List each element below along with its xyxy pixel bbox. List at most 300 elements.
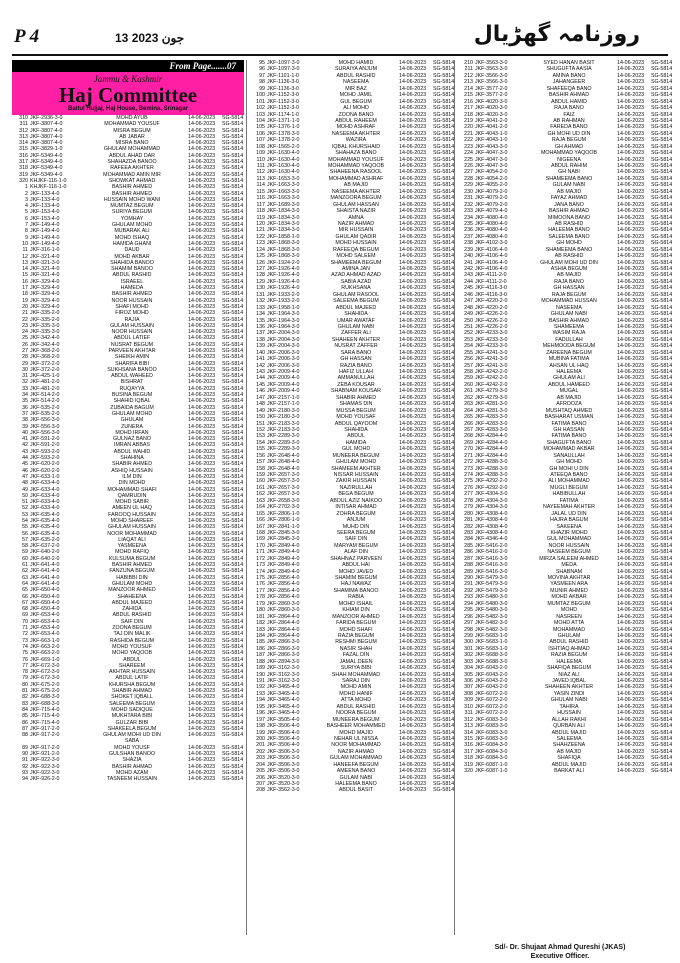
row-flight: SG-5814 <box>651 272 673 279</box>
row-departure-date: 14-06-2023 <box>188 222 216 229</box>
row-serial: 294 <box>464 600 473 607</box>
row-departure-date: 14-06-2023 <box>617 452 645 459</box>
row-flight: SG-5814 <box>433 291 455 298</box>
row-serial: 71 <box>22 625 28 632</box>
row-serial: 225 <box>464 156 473 163</box>
row-cover-number: JKF-3505-4-0 <box>267 716 300 723</box>
row-flight: SG-5814 <box>433 92 455 99</box>
row-serial: 310 <box>19 115 28 121</box>
row-departure-date: 14-06-2023 <box>188 574 216 581</box>
row-flight: SG-5814 <box>433 768 455 775</box>
row-pilgrim-name: GHULAM MOHD <box>335 459 377 466</box>
row-pilgrim-name: SHAGUFTA BANO <box>546 439 592 446</box>
row-departure-date: 14-06-2023 <box>188 404 216 411</box>
row-cover-number: JKF-2860-3-0 <box>267 607 300 614</box>
row-serial: 104 <box>256 117 265 124</box>
row-departure-date: 14-06-2023 <box>617 85 645 92</box>
row-flight: SG-5814 <box>433 182 455 189</box>
row-departure-date: 14-06-2023 <box>399 768 427 775</box>
row-departure-date: 14-06-2023 <box>188 133 216 140</box>
row-pilgrim-name: GHULAM <box>120 417 144 424</box>
row-flight: SG-5814 <box>651 201 673 208</box>
row-departure-date: 14-06-2023 <box>399 105 427 112</box>
row-flight: SG-5814 <box>433 575 455 581</box>
row-cover-number: JKF-5482-3-0 <box>475 620 508 627</box>
row-flight: SG-5814 <box>222 272 244 279</box>
row-flight: SG-5814 <box>651 439 673 446</box>
row-cover-number: JKF-4292-2-0 <box>475 484 508 491</box>
row-departure-date: 14-06-2023 <box>617 330 645 337</box>
row-flight: SG-5814 <box>222 373 244 380</box>
row-serial: 186 <box>256 645 265 652</box>
row-pilgrim-name: NOOR HUSSAIN <box>111 329 153 336</box>
row-flight: SG-5814 <box>651 92 673 99</box>
row-cover-number: JKF-675-2-0 <box>30 681 60 688</box>
row-pilgrim-name: RAJA BEGUM <box>551 291 587 298</box>
row-flight: SG-5814 <box>433 227 455 234</box>
row-flight: SG-5814 <box>651 323 673 330</box>
row-serial: 274 <box>464 472 473 478</box>
row-cover-number: JKF-1174-1-0 <box>267 111 299 118</box>
row-departure-date: 14-06-2023 <box>617 317 645 324</box>
row-cover-number: JKF-591-2-0 <box>30 436 60 443</box>
row-serial: 155 <box>256 446 265 453</box>
row-departure-date: 14-06-2023 <box>617 240 645 247</box>
row-pilgrim-name: NOOR MOHAMMAD <box>331 742 381 749</box>
row-serial: 21 <box>22 310 28 317</box>
row-pilgrim-name: SHAHIDA <box>344 311 368 318</box>
row-cover-number: JKF-1371-1-0 <box>267 117 300 124</box>
row-pilgrim-name: HAMIDA <box>345 439 367 446</box>
row-pilgrim-name: ZAFFER ALI <box>341 330 371 337</box>
row-flight: SG-5814 <box>222 448 244 455</box>
row-serial: 154 <box>256 439 265 446</box>
row-flight: SG-5814 <box>651 658 673 665</box>
row-serial: 319 <box>464 761 473 768</box>
row-flight: SG-5814 <box>222 347 244 354</box>
row-departure-date: 14-06-2023 <box>399 92 427 99</box>
row-pilgrim-name: ZOONA BEGUM <box>112 625 152 632</box>
row-pilgrim-name: ISHTIAQ AHMAD <box>548 645 590 652</box>
row-serial: 192 <box>256 684 265 691</box>
row-cover-number: JKF-2289-3-0 <box>267 446 300 453</box>
row-cover-number: JKF-2648-4-0 <box>267 459 300 466</box>
row-pilgrim-name: SHAHAZDA BANOO <box>107 159 157 166</box>
row-flight: SG-5814 <box>651 105 673 112</box>
row-departure-date: 14-06-2023 <box>617 517 645 524</box>
row-serial: 117 <box>256 201 265 208</box>
row-pilgrim-name: MOHD YOUSUF <box>112 643 152 650</box>
row-departure-date: 14-06-2023 <box>399 163 427 169</box>
row-pilgrim-name: SHAISTA NAZIR <box>336 208 376 215</box>
row-flight: SG-5814 <box>433 272 455 279</box>
row-departure-date: 14-06-2023 <box>399 723 427 730</box>
row-serial: 135 <box>256 317 265 324</box>
row-departure-date: 14-06-2023 <box>617 729 645 736</box>
row-pilgrim-name: AB RASHID <box>554 253 584 260</box>
row-serial: 224 <box>464 150 473 157</box>
row-cover-number: JKF-514-2-0 <box>30 398 60 405</box>
row-departure-date: 14-06-2023 <box>188 266 216 273</box>
row-departure-date: 14-06-2023 <box>399 362 427 369</box>
row-pilgrim-name: SANAULLAH <box>553 452 585 459</box>
row-departure-date: 14-06-2023 <box>188 297 216 304</box>
row-pilgrim-name: MOHD SABIR <box>115 499 149 506</box>
row-flight: SG-5814 <box>651 446 673 453</box>
row-flight: SG-5814 <box>651 117 673 124</box>
row-departure-date: 14-06-2023 <box>188 215 216 222</box>
row-departure-date: 14-06-2023 <box>188 637 216 644</box>
row-serial: 59 <box>22 549 28 556</box>
row-departure-date: 14-06-2023 <box>399 735 427 742</box>
row-flight: SG-5814 <box>222 543 244 550</box>
row-flight: SG-5814 <box>433 465 455 472</box>
row-pilgrim-name: ASHIA BEGUM <box>550 266 588 272</box>
row-serial: 281 <box>464 517 473 524</box>
row-pilgrim-name: SHAHEEN AKHTER <box>544 684 594 691</box>
row-serial: 235 <box>464 220 473 227</box>
row-cover-number: JKF-3465-4-0 <box>267 697 300 704</box>
row-departure-date: 14-06-2023 <box>617 362 645 369</box>
row-pilgrim-name: AB JABAR <box>119 133 145 140</box>
row-serial: 255 <box>464 349 473 356</box>
row-cover-number: JKF-2648-4-0 <box>267 465 300 472</box>
row-departure-date: 14-06-2023 <box>188 549 216 556</box>
row-cover-number: JKF-4281-3-0 <box>475 407 508 414</box>
row-serial: 242 <box>464 266 473 272</box>
row-cover-number: JKF-4020-3-0 <box>475 105 508 112</box>
row-cover-number: JKF-4304-3-0 <box>475 497 508 504</box>
row-flight: SG-5814 <box>433 504 455 511</box>
row-cover-number: JKF-4279-3-0 <box>475 388 508 395</box>
row-departure-date: 14-06-2023 <box>399 188 427 195</box>
row-flight: SG-5814 <box>651 710 673 717</box>
row-serial: 205 <box>256 768 265 775</box>
row-serial: 238 <box>464 240 473 247</box>
row-departure-date: 14-06-2023 <box>399 787 427 794</box>
row-cover-number: JKF-4283-3-0 <box>475 426 508 433</box>
row-serial: 240 <box>464 253 473 260</box>
row-serial: 48 <box>22 480 28 487</box>
row-pilgrim-name: MUNEERA BEGUM <box>332 716 380 723</box>
row-departure-date: 14-06-2023 <box>188 121 216 128</box>
row-cover-number: JKF-2806-1-0 <box>267 517 300 524</box>
row-serial: 53 <box>22 511 28 518</box>
row-pilgrim-name: FADULLAH <box>555 336 583 343</box>
row-serial: 15 <box>22 272 28 279</box>
row-serial: 156 <box>256 452 265 459</box>
row-pilgrim-name: JAVED IQBAL <box>552 678 586 684</box>
row-pilgrim-name: DAUD <box>124 247 140 254</box>
row-departure-date: 14-06-2023 <box>617 394 645 401</box>
row-flight: SG-5814 <box>222 555 244 562</box>
row-cover-number: JKF-4284-4-0 <box>475 439 508 446</box>
row-cover-number: JKF-650-4-0 <box>30 599 60 606</box>
row-serial: 50 <box>22 492 28 499</box>
row-flight: SG-5814 <box>651 716 673 723</box>
row-flight: SG-5814 <box>651 497 673 504</box>
row-flight: SG-5814 <box>651 671 673 678</box>
row-serial: 315 <box>464 735 473 742</box>
row-serial: 105 <box>256 124 265 131</box>
row-departure-date: 14-06-2023 <box>399 336 427 343</box>
row-departure-date: 14-06-2023 <box>188 656 216 663</box>
row-cover-number: JKF-153-4-0 <box>30 215 60 222</box>
row-cover-number: JKF-4054-2-0 <box>475 169 508 176</box>
row-flight: SG-5814 <box>433 600 455 607</box>
row-pilgrim-name: ABDUL RAHIM <box>550 163 587 169</box>
row-pilgrim-name: MOHAMMAD ASHRAF <box>328 175 384 182</box>
row-serial: 14 <box>22 266 28 273</box>
row-flight: SG-5814 <box>651 401 673 408</box>
row-serial: 313 <box>19 133 28 140</box>
row-flight: SG-5814 <box>222 757 244 764</box>
row-flight: SG-5814 <box>433 671 455 678</box>
row-departure-date: 14-06-2023 <box>617 349 645 356</box>
row-departure-date: 14-06-2023 <box>399 304 427 311</box>
row-flight: SG-5814 <box>651 678 673 684</box>
row-serial: 185 <box>256 639 265 646</box>
row-pilgrim-name: ABDUL HAMID <box>550 98 587 105</box>
row-departure-date: 14-06-2023 <box>188 694 216 701</box>
row-flight: SG-5814 <box>433 587 455 594</box>
row-departure-date: 14-06-2023 <box>188 618 216 625</box>
row-pilgrim-name: DIN MOHD <box>118 480 146 487</box>
row-pilgrim-name: ABDUL MAJID <box>551 761 587 768</box>
row-flight: SG-5814 <box>222 303 244 310</box>
row-serial: 29 <box>22 360 28 367</box>
row-departure-date: 14-06-2023 <box>188 593 216 600</box>
row-flight: SG-5814 <box>651 459 673 466</box>
row-flight: SG-5814 <box>433 523 455 530</box>
row-serial: 292 <box>464 587 473 594</box>
row-cover-number: JKF-4020-3-0 <box>475 98 508 105</box>
row-serial: 184 <box>256 632 265 639</box>
pilgrim-list-3 <box>457 60 673 775</box>
row-pilgrim-name: SHAHIDA BANOO <box>110 259 154 266</box>
row-flight: SG-5814 <box>651 620 673 627</box>
row-cover-number: JKF-4304-3-0 <box>475 491 508 498</box>
row-pilgrim-name: NASEEMA <box>343 79 369 86</box>
row-flight: SG-5814 <box>433 414 455 421</box>
row-cover-number: JKF-926-2-0 <box>30 776 60 783</box>
row-cover-number: JKF-4242-2-0 <box>475 381 508 388</box>
row-pilgrim-name: SHABNAM KOUSAR <box>330 388 382 395</box>
row-cover-number: JKF-917-2-0 <box>30 732 60 739</box>
row-cover-number: JKF-3162-3-0 <box>267 665 300 672</box>
row-flight: SG-5814 <box>222 215 244 222</box>
row-departure-date: 14-06-2023 <box>617 465 645 472</box>
row-cover-number: JKF-633-4-0 <box>30 492 60 499</box>
row-serial: 182 <box>256 620 265 627</box>
row-flight: SG-5814 <box>433 163 455 169</box>
row-pilgrim-name: ABDUL RASHID <box>336 72 376 79</box>
row-departure-date: 14-06-2023 <box>399 433 427 440</box>
row-flight: SG-5814 <box>433 323 455 330</box>
row-cover-number: JKF-2657-3-0 <box>267 484 300 491</box>
row-serial: 188 <box>256 658 265 665</box>
row-cover-number: JKF-6072-2-0 <box>475 703 508 710</box>
row-flight: SG-5814 <box>433 433 455 440</box>
row-cover-number: JKF-5479-3-0 <box>475 581 508 588</box>
row-cover-number: JKF-635-4-0 <box>30 518 60 524</box>
row-flight: SG-5814 <box>222 650 244 657</box>
row-pilgrim-name: ZAREENA BEGUM <box>546 349 592 356</box>
row-cover-number: JKF-641-4-0 <box>30 562 60 569</box>
row-pilgrim-name: SHAMEEMA <box>553 323 585 330</box>
row-pilgrim-name: KHAZIR MOHD <box>550 529 588 536</box>
row-cover-number: JKF-4284-4-0 <box>475 446 508 453</box>
row-serial: 226 <box>464 163 473 169</box>
row-flight: SG-5814 <box>222 133 244 140</box>
row-cover-number: JKF-3520-3-0 <box>267 781 300 787</box>
row-serial: 177 <box>256 587 265 594</box>
row-cover-number: JKF-4043-1-0 <box>475 130 508 137</box>
row-flight: SG-5814 <box>651 433 673 440</box>
row-cover-number: JKF-663-1-0 <box>30 637 60 644</box>
row-departure-date: 14-06-2023 <box>188 417 216 424</box>
row-pilgrim-name: ATEEQA BANO <box>550 472 588 478</box>
row-cover-number: JKF-4047-3-0 <box>475 156 508 163</box>
row-pilgrim-name: GHULAM MOHD <box>111 580 153 587</box>
row-flight: SG-5814 <box>651 697 673 704</box>
row-serial: 123 <box>256 240 265 247</box>
row-flight: SG-5814 <box>222 392 244 399</box>
row-departure-date: 14-06-2023 <box>188 429 216 436</box>
row-flight: SG-5814 <box>222 580 244 587</box>
row-departure-date: 14-06-2023 <box>399 72 427 79</box>
row-departure-date: 14-06-2023 <box>188 177 216 184</box>
row-serial: 73 <box>22 637 28 644</box>
row-serial: 298 <box>464 626 473 633</box>
row-cover-number: JKF-425-1-0 <box>30 373 60 380</box>
row-cover-number: JKF-2658-3-0 <box>267 497 300 504</box>
row-departure-date: 14-06-2023 <box>399 761 427 768</box>
row-departure-date: 14-06-2023 <box>188 366 216 373</box>
row-cover-number: JKF-2849-4-0 <box>267 568 300 575</box>
row-flight: SG-5814 <box>651 388 673 395</box>
row-serial: 315 <box>19 146 28 153</box>
row-departure-date: 14-06-2023 <box>188 234 216 241</box>
row-pilgrim-name: GHULAM NABI <box>337 323 375 330</box>
row-pilgrim-name: SHAFI MOHD <box>115 303 149 310</box>
row-pilgrim-name: FATIMA BANO <box>551 420 587 427</box>
row-cover-number: JKF-5416-3-0 <box>475 555 508 562</box>
row-serial: 285 <box>464 542 473 549</box>
row-pilgrim-name: HALEEMA <box>556 369 582 375</box>
row-flight: SG-5814 <box>433 632 455 639</box>
row-cover-number: JKF-637-2-0 <box>30 543 60 550</box>
row-pilgrim-name: ATTA MOHD <box>340 697 372 704</box>
row-serial: 261 <box>464 388 473 395</box>
row-cover-number: JKF-1964-3-0 <box>267 317 300 324</box>
row-departure-date: 14-06-2023 <box>188 543 216 550</box>
row-serial: 200 <box>256 735 265 742</box>
row-cover-number: JKF-1926-4-0 <box>267 285 300 292</box>
row-serial: 26 <box>22 341 28 348</box>
row-pilgrim-name: RAZIA BEGUM <box>550 652 588 659</box>
row-pilgrim-name: AB MAJID <box>343 182 369 189</box>
row-cover-number: JKF-4102-3-0 <box>475 240 508 247</box>
row-serial: 150 <box>256 414 265 421</box>
row-cover-number: JKF-1565-2-0 <box>267 143 300 150</box>
row-cover-number: JKF-4079-2-0 <box>475 195 508 202</box>
row-cover-number: JKF-329-4-0 <box>30 291 60 298</box>
row-pilgrim-name: SHAHNAZ PARVEEN <box>330 555 382 562</box>
row-departure-date: 14-06-2023 <box>617 182 645 189</box>
row-serial: 252 <box>464 330 473 337</box>
row-pilgrim-name: MOHD IRFAN <box>115 429 149 436</box>
row-cover-number: JKF-2004-3-0 <box>267 330 300 337</box>
row-serial: 297 <box>464 620 473 627</box>
row-departure-date: 14-06-2023 <box>188 499 216 506</box>
row-pilgrim-name: RAFEEA AKHTER <box>110 165 154 172</box>
row-cover-number: JKF-535-2-0 <box>30 410 60 417</box>
row-pilgrim-name: SHAHIDA <box>344 426 368 433</box>
row-serial: 9 <box>25 234 28 241</box>
row-serial: 222 <box>464 137 473 144</box>
row-departure-date: 14-06-2023 <box>617 401 645 408</box>
row-pilgrim-name: RAJIA <box>124 316 140 323</box>
row-pilgrim-name: RABIA <box>348 594 364 601</box>
row-pilgrim-name: INTISAR AHMAD <box>335 504 377 511</box>
row-pilgrim-name: FIROZ MOHD <box>115 310 149 317</box>
row-flight: SG-5814 <box>433 529 455 536</box>
row-pilgrim-name: SHAMEEMA BANO <box>545 175 593 182</box>
row-cover-number: JKF-3566-3-0 <box>475 79 508 86</box>
row-flight: SG-5814 <box>433 652 455 659</box>
row-pilgrim-name: MEHMOODA BEGUM <box>542 343 596 350</box>
row-serial: 99 <box>259 85 265 92</box>
notice-region: Jammu & Kashmir <box>93 74 163 84</box>
row-serial: 302 <box>464 652 473 659</box>
row-pilgrim-name: ZEBA KOUSAR <box>337 381 375 388</box>
row-departure-date: 14-06-2023 <box>399 259 427 266</box>
row-flight: SG-5814 <box>222 455 244 462</box>
row-cover-number: JKF-653-4-0 <box>30 631 60 638</box>
row-departure-date: 14-06-2023 <box>399 388 427 395</box>
row-cover-number: JKF-663-2-0 <box>30 650 60 657</box>
row-cover-number: JKF-4241-3-0 <box>475 362 508 369</box>
row-cover-number: JKF-4020-3-0 <box>475 111 508 118</box>
row-departure-date: 14-06-2023 <box>188 455 216 462</box>
row-serial: 212 <box>464 72 473 79</box>
row-cover-number: JKF-3829-1-0 <box>30 146 63 153</box>
row-serial: 162 <box>256 491 265 498</box>
row-departure-date: 14-06-2023 <box>399 414 427 421</box>
row-departure-date: 14-06-2023 <box>399 401 427 408</box>
row-flight: SG-5814 <box>651 684 673 691</box>
row-flight: SG-5814 <box>222 285 244 292</box>
row-flight: SG-5814 <box>433 381 455 388</box>
row-flight: SG-5814 <box>651 143 673 150</box>
row-pilgrim-name: RAJA BEGUM <box>551 137 587 144</box>
row-serial: 139 <box>256 343 265 350</box>
row-departure-date: 14-06-2023 <box>617 742 645 749</box>
row-departure-date: 14-06-2023 <box>188 480 216 487</box>
row-flight: SG-5814 <box>651 169 673 176</box>
row-departure-date: 14-06-2023 <box>617 710 645 717</box>
row-serial: 320 <box>464 768 473 775</box>
row-pilgrim-name: SAIF DIN <box>120 618 144 625</box>
row-flight: SG-5814 <box>222 732 244 739</box>
row-serial: 311 <box>464 710 473 717</box>
row-cover-number: JKF-149-4-0 <box>30 240 60 247</box>
row-cover-number: JKF-329-4-0 <box>30 303 60 310</box>
row-departure-date: 14-06-2023 <box>617 568 645 575</box>
row-cover-number: JKF-2856-4-0 <box>267 581 300 588</box>
row-pilgrim-name: MOHD YOUSAF <box>336 414 376 421</box>
